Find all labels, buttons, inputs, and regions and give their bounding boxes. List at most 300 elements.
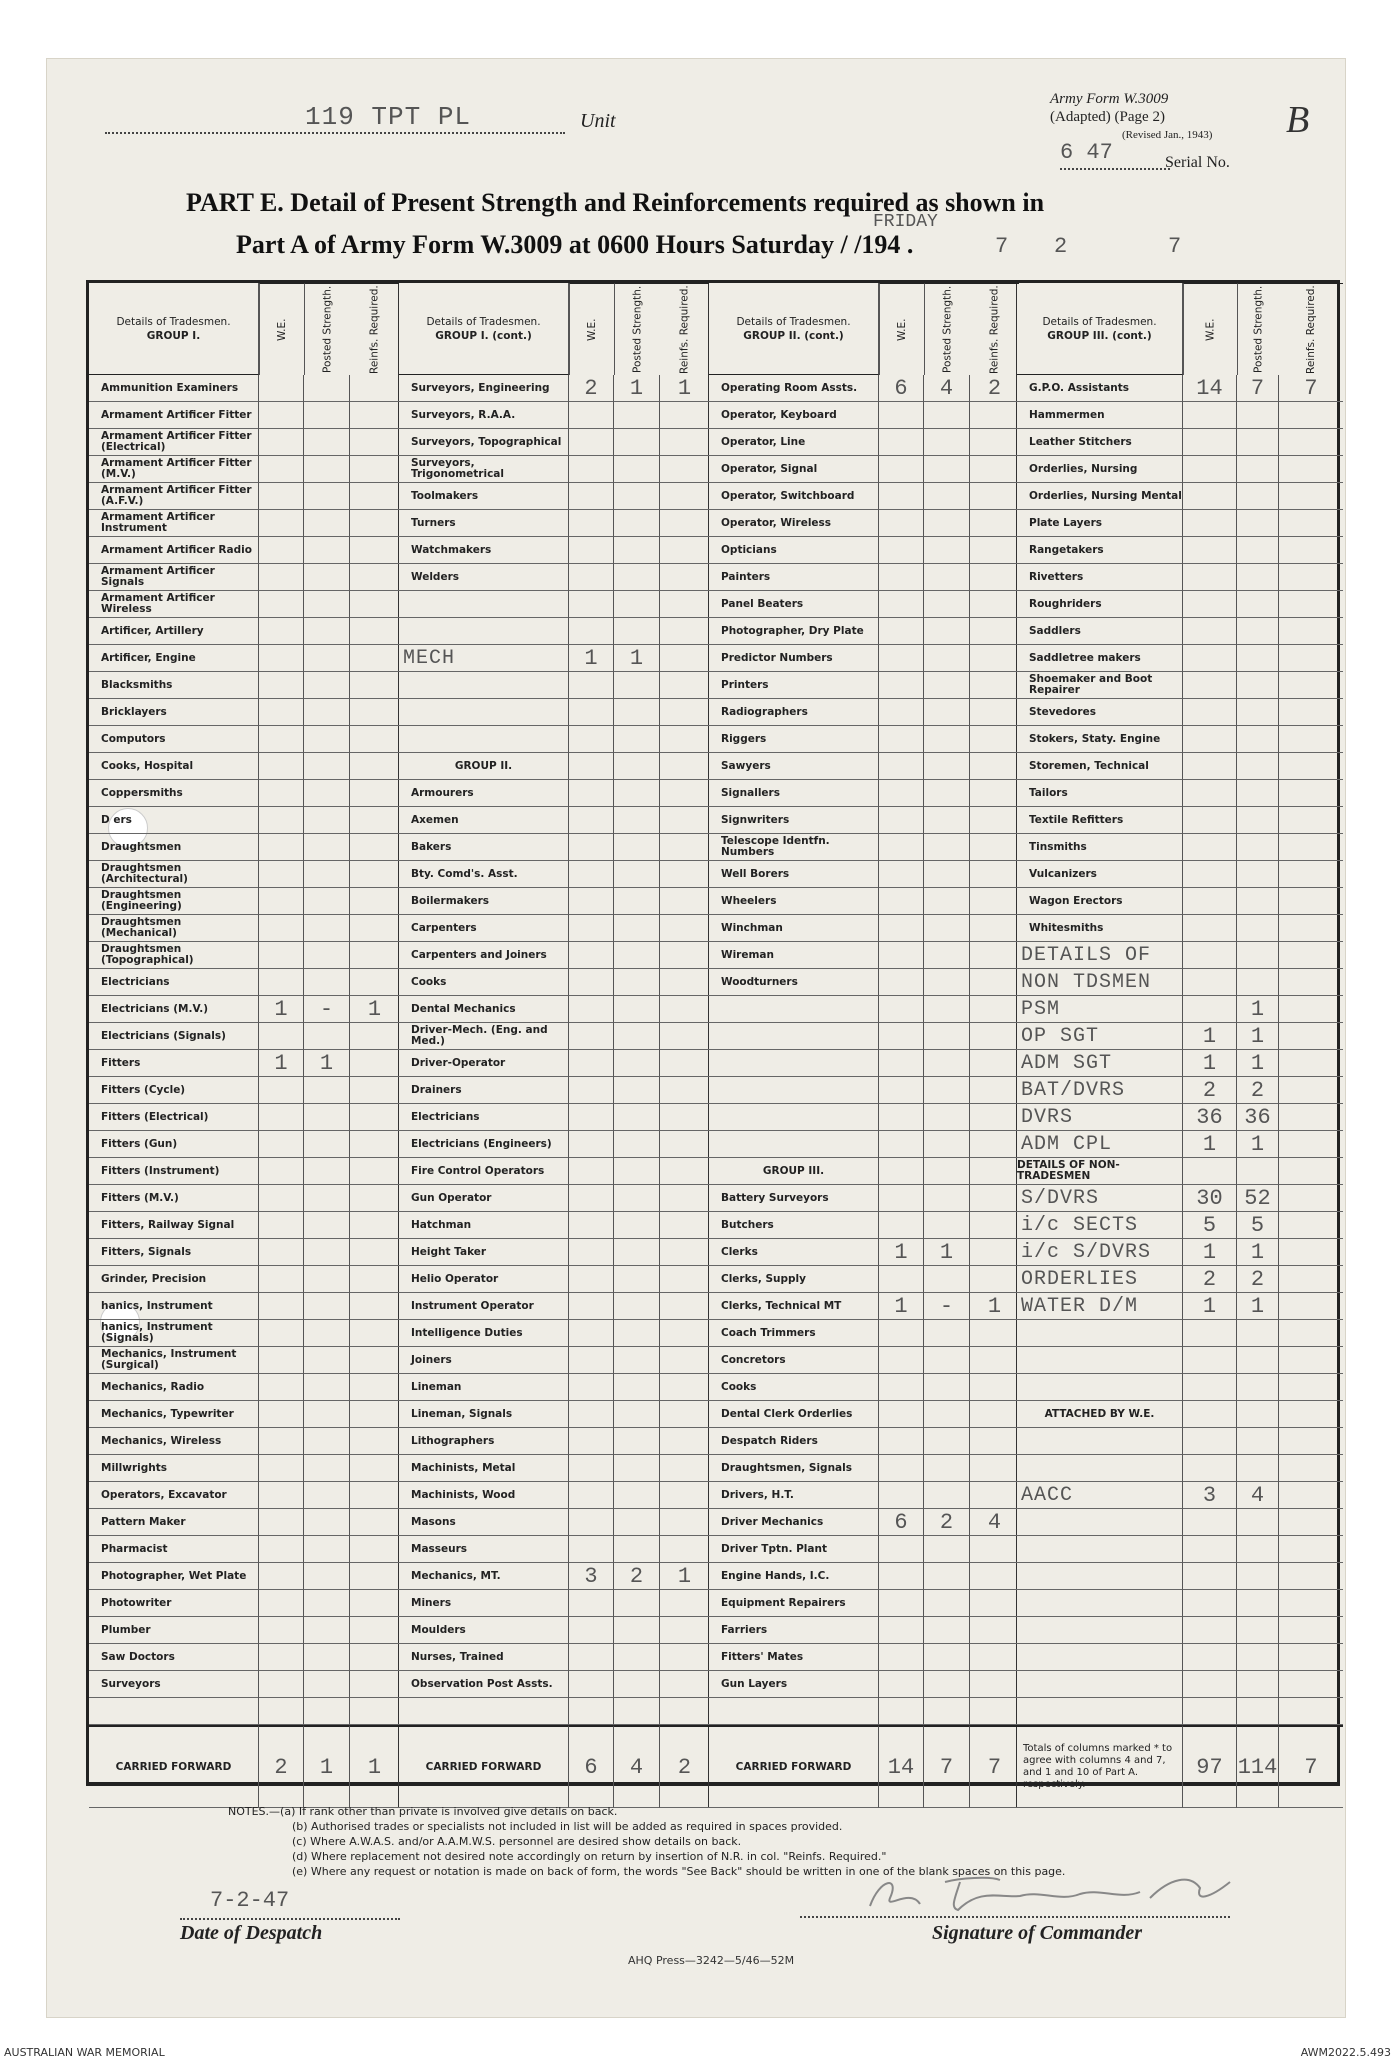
posted-value bbox=[1237, 1698, 1279, 1725]
posted-value: 1 bbox=[304, 1050, 350, 1077]
trade-name: Coach Trimmers bbox=[709, 1320, 879, 1347]
trade-name: Armourers bbox=[399, 780, 569, 807]
trade-name: Driver Mechanics bbox=[709, 1509, 879, 1536]
posted-value bbox=[1237, 1563, 1279, 1590]
trade-name bbox=[1017, 1590, 1183, 1617]
corner-mark: B bbox=[1286, 99, 1310, 141]
we-value bbox=[1183, 672, 1237, 699]
reinfs-value bbox=[350, 375, 399, 402]
reinfs-value bbox=[660, 1050, 709, 1077]
we-value bbox=[1183, 591, 1237, 618]
posted-value bbox=[1237, 564, 1279, 591]
reinfs-value bbox=[660, 672, 709, 699]
header-we: W.E. bbox=[1183, 283, 1237, 375]
trade-name: Drivers, H.T. bbox=[709, 1482, 879, 1509]
posted-value bbox=[924, 1536, 970, 1563]
posted-value: 36 bbox=[1237, 1104, 1279, 1131]
we-value: 14 bbox=[1183, 375, 1237, 402]
trade-name: DVRS bbox=[1017, 1104, 1183, 1131]
commander-signature bbox=[850, 1868, 1250, 1918]
trade-name: Height Taker bbox=[399, 1239, 569, 1266]
trade-name: Stokers, Staty. Engine bbox=[1017, 726, 1183, 753]
reinfs-value bbox=[1279, 888, 1343, 915]
we-value bbox=[259, 564, 304, 591]
posted-value bbox=[924, 483, 970, 510]
trade-name: Armament Artificer Fitter (M.V.) bbox=[89, 456, 259, 483]
reinfs-value bbox=[350, 807, 399, 834]
we-value bbox=[259, 1158, 304, 1185]
posted-value bbox=[924, 1401, 970, 1428]
trade-name: Driver-Operator bbox=[399, 1050, 569, 1077]
trade-name: Toolmakers bbox=[399, 483, 569, 510]
reinfs-value bbox=[970, 510, 1019, 537]
signature-label: Signature of Commander bbox=[932, 1922, 1143, 1944]
trade-name: Armament Artificer Fitter bbox=[89, 402, 259, 429]
we-value bbox=[259, 672, 304, 699]
posted-value bbox=[304, 1482, 350, 1509]
we-value bbox=[879, 1401, 924, 1428]
we-value bbox=[569, 1212, 614, 1239]
note-e: (e) Where any request or notation is made on back of form, the words "See Back" should be written in one of the blank spaces on this page. bbox=[292, 1865, 1066, 1878]
posted-value bbox=[614, 699, 660, 726]
trade-name: Radiographers bbox=[709, 699, 879, 726]
trade-name: Bty. Comd's. Asst. bbox=[399, 861, 569, 888]
reinfs-value bbox=[970, 1563, 1019, 1590]
posted-value bbox=[304, 537, 350, 564]
posted-value bbox=[614, 1131, 660, 1158]
trade-name: Helio Operator bbox=[399, 1266, 569, 1293]
posted-value bbox=[304, 456, 350, 483]
posted-value bbox=[924, 402, 970, 429]
we-value bbox=[879, 1590, 924, 1617]
trade-name: Computors bbox=[89, 726, 259, 753]
posted-value bbox=[924, 1077, 970, 1104]
posted-value bbox=[614, 1428, 660, 1455]
posted-value bbox=[924, 591, 970, 618]
reinfs-value bbox=[970, 429, 1019, 456]
reinfs-value bbox=[970, 969, 1019, 996]
trade-name: WATER D/M bbox=[1017, 1293, 1183, 1320]
reinfs-value bbox=[1279, 1536, 1343, 1563]
reinfs-value bbox=[660, 510, 709, 537]
we-value bbox=[1183, 1536, 1237, 1563]
trade-name: Draughtsmen bbox=[89, 834, 259, 861]
trade-name: Armament Artificer Signals bbox=[89, 564, 259, 591]
we-value: 1 bbox=[1183, 1023, 1237, 1050]
reinfs-value: 1 bbox=[970, 1293, 1019, 1320]
we-value: 2 bbox=[1183, 1266, 1237, 1293]
posted-value bbox=[304, 672, 350, 699]
trade-name bbox=[1017, 1671, 1183, 1698]
reinfs-value bbox=[660, 1401, 709, 1428]
trade-name: Predictor Numbers bbox=[709, 645, 879, 672]
trade-name: Plate Layers bbox=[1017, 510, 1183, 537]
trade-name bbox=[709, 1698, 879, 1725]
trade-name: Operators, Excavator bbox=[89, 1482, 259, 1509]
posted-value bbox=[614, 483, 660, 510]
trade-name: i/c SECTS bbox=[1017, 1212, 1183, 1239]
trade-name: Pattern Maker bbox=[89, 1509, 259, 1536]
header-group-label: GROUP I. bbox=[146, 329, 201, 342]
posted-value bbox=[1237, 1644, 1279, 1671]
trade-name: Shoemaker and Boot Repairer bbox=[1017, 672, 1183, 699]
reinfs-value bbox=[660, 1131, 709, 1158]
we-value bbox=[1183, 753, 1237, 780]
we-value bbox=[569, 1509, 614, 1536]
we-value bbox=[259, 1077, 304, 1104]
posted-value bbox=[614, 1023, 660, 1050]
reinfs-value bbox=[660, 753, 709, 780]
posted-value: 4 bbox=[924, 375, 970, 402]
posted-value: - bbox=[924, 1293, 970, 1320]
reinfs-value bbox=[660, 1158, 709, 1185]
trade-name: NON TDSMEN bbox=[1017, 969, 1183, 996]
trade-name: Electricians bbox=[89, 969, 259, 996]
we-value bbox=[879, 1482, 924, 1509]
we-value bbox=[259, 1482, 304, 1509]
reinfs-value bbox=[970, 1050, 1019, 1077]
reinfs-value bbox=[970, 780, 1019, 807]
reinfs-value bbox=[350, 1320, 399, 1347]
posted-value bbox=[1237, 942, 1279, 969]
we-value bbox=[259, 1374, 304, 1401]
reinfs-value bbox=[970, 402, 1019, 429]
trade-name bbox=[1017, 1374, 1183, 1401]
reinfs-value bbox=[1279, 483, 1343, 510]
we-value bbox=[879, 402, 924, 429]
posted-value bbox=[304, 591, 350, 618]
reinfs-value bbox=[970, 1644, 1019, 1671]
reinfs-value bbox=[660, 888, 709, 915]
posted-value bbox=[1237, 456, 1279, 483]
posted-value bbox=[924, 1266, 970, 1293]
trade-name: Rangetakers bbox=[1017, 537, 1183, 564]
trade-name: Armament Artificer Wireless bbox=[89, 591, 259, 618]
archive-credit: AUSTRALIAN WAR MEMORIAL bbox=[4, 2046, 165, 2059]
reinfs-value bbox=[350, 1104, 399, 1131]
we-value: 30 bbox=[1183, 1185, 1237, 1212]
header-we: W.E. bbox=[259, 283, 304, 375]
reinfs-value bbox=[350, 1536, 399, 1563]
we-value bbox=[879, 915, 924, 942]
reinfs-value bbox=[350, 834, 399, 861]
trade-name: Fitters (M.V.) bbox=[89, 1185, 259, 1212]
trade-name: Equipment Repairers bbox=[709, 1590, 879, 1617]
trade-name: Electricians (Signals) bbox=[89, 1023, 259, 1050]
we-value bbox=[879, 1536, 924, 1563]
reinfs-value bbox=[970, 1077, 1019, 1104]
carried-reinfs: 7 bbox=[1279, 1725, 1343, 1808]
trade-name: Mechanics, Radio bbox=[89, 1374, 259, 1401]
trade-name: Vulcanizers bbox=[1017, 861, 1183, 888]
header-details-label: Details of Tradesmen. bbox=[426, 315, 541, 328]
posted-value bbox=[304, 1428, 350, 1455]
header-posted: Posted Strength. bbox=[304, 283, 350, 375]
reinfs-value bbox=[660, 1266, 709, 1293]
carried-posted: 7 bbox=[924, 1725, 970, 1808]
reinfs-value bbox=[970, 726, 1019, 753]
we-value bbox=[259, 780, 304, 807]
reinfs-value bbox=[660, 1212, 709, 1239]
trade-name: DETAILS OF NON-TRADESMEN bbox=[1017, 1158, 1183, 1185]
trade-name: Panel Beaters bbox=[709, 591, 879, 618]
posted-value bbox=[304, 645, 350, 672]
trade-name: Well Borers bbox=[709, 861, 879, 888]
reinfs-value bbox=[660, 699, 709, 726]
reinfs-value bbox=[350, 537, 399, 564]
posted-value bbox=[1237, 429, 1279, 456]
reinfs-value bbox=[1279, 537, 1343, 564]
reinfs-value bbox=[660, 564, 709, 591]
posted-value bbox=[304, 1374, 350, 1401]
reinfs-value bbox=[350, 726, 399, 753]
reinfs-value bbox=[660, 780, 709, 807]
note-a: NOTES.—(a) If rank other than private is involved give details on back. bbox=[228, 1805, 618, 1818]
trade-name: Storemen, Technical bbox=[1017, 753, 1183, 780]
trade-name: Turners bbox=[399, 510, 569, 537]
posted-value bbox=[614, 1455, 660, 1482]
reinfs-value bbox=[1279, 1104, 1343, 1131]
we-value bbox=[259, 1104, 304, 1131]
reinfs-value bbox=[1279, 429, 1343, 456]
we-value bbox=[1183, 1401, 1237, 1428]
we-value bbox=[879, 1266, 924, 1293]
trade-name: Intelligence Duties bbox=[399, 1320, 569, 1347]
reinfs-value bbox=[1279, 1482, 1343, 1509]
we-value bbox=[259, 537, 304, 564]
reinfs-value bbox=[970, 1482, 1019, 1509]
posted-value bbox=[304, 1617, 350, 1644]
we-value bbox=[259, 1590, 304, 1617]
we-value: 1 bbox=[1183, 1131, 1237, 1158]
reinfs-value bbox=[970, 1401, 1019, 1428]
posted-value bbox=[304, 915, 350, 942]
we-value bbox=[259, 1185, 304, 1212]
reinfs-value: 1 bbox=[660, 1563, 709, 1590]
reinfs-value: 1 bbox=[660, 375, 709, 402]
posted-value bbox=[304, 1158, 350, 1185]
we-value bbox=[879, 510, 924, 537]
carried-reinfs: 2 bbox=[660, 1725, 709, 1808]
reinfs-value bbox=[1279, 456, 1343, 483]
header-details-label: Details of Tradesmen. bbox=[736, 315, 851, 328]
trade-name: Joiners bbox=[399, 1347, 569, 1374]
posted-value bbox=[614, 780, 660, 807]
posted-value: 1 bbox=[1237, 1131, 1279, 1158]
we-value: 2 bbox=[569, 375, 614, 402]
trade-name: Blacksmiths bbox=[89, 672, 259, 699]
posted-value: 1 bbox=[924, 1239, 970, 1266]
trade-name: Miners bbox=[399, 1590, 569, 1617]
header-group-label: GROUP III. (cont.) bbox=[1047, 329, 1152, 342]
header-details bbox=[399, 283, 569, 375]
reinfs-value bbox=[1279, 1212, 1343, 1239]
signature-dotted-line bbox=[800, 1916, 1230, 1918]
we-value bbox=[879, 1563, 924, 1590]
we-value bbox=[879, 672, 924, 699]
trade-name: Armament Artificer Fitter (A.F.V.) bbox=[89, 483, 259, 510]
posted-value bbox=[614, 537, 660, 564]
header-reinfs: Reinfs. Required. bbox=[970, 283, 1019, 375]
reinfs-value bbox=[350, 1293, 399, 1320]
posted-value bbox=[1237, 1509, 1279, 1536]
trade-name bbox=[399, 618, 569, 645]
reinfs-value bbox=[350, 1131, 399, 1158]
we-value bbox=[879, 1050, 924, 1077]
trade-name: Bakers bbox=[399, 834, 569, 861]
posted-value bbox=[1237, 1536, 1279, 1563]
we-value bbox=[569, 672, 614, 699]
header-details bbox=[709, 283, 879, 375]
posted-value bbox=[614, 564, 660, 591]
we-value bbox=[569, 1482, 614, 1509]
posted-value bbox=[614, 429, 660, 456]
we-value: 1 bbox=[1183, 1293, 1237, 1320]
reinfs-value bbox=[660, 1698, 709, 1725]
trade-name: Armament Artificer Instrument bbox=[89, 510, 259, 537]
reinfs-value bbox=[350, 1347, 399, 1374]
posted-value bbox=[304, 1077, 350, 1104]
posted-value bbox=[924, 1698, 970, 1725]
reinfs-value bbox=[970, 1131, 1019, 1158]
posted-value bbox=[614, 1509, 660, 1536]
trade-name: Farriers bbox=[709, 1617, 879, 1644]
we-value bbox=[879, 564, 924, 591]
we-value bbox=[569, 402, 614, 429]
trade-name: Drainers bbox=[399, 1077, 569, 1104]
reinfs-value bbox=[970, 564, 1019, 591]
reinfs-value bbox=[1279, 1239, 1343, 1266]
trade-name bbox=[399, 1698, 569, 1725]
reinfs-value bbox=[970, 807, 1019, 834]
we-value bbox=[259, 1023, 304, 1050]
trade-name: Clerks, Technical MT bbox=[709, 1293, 879, 1320]
we-value bbox=[569, 1266, 614, 1293]
we-value bbox=[569, 861, 614, 888]
we-value bbox=[1183, 1671, 1237, 1698]
we-value bbox=[259, 807, 304, 834]
trade-name: BAT/DVRS bbox=[1017, 1077, 1183, 1104]
reinfs-value bbox=[660, 969, 709, 996]
header-posted: Posted Strength. bbox=[614, 283, 660, 375]
title-line-2: Part A of Army Form W.3009 at 0600 Hours Saturday / /194 . bbox=[236, 230, 914, 259]
reinfs-value bbox=[970, 1698, 1019, 1725]
trade-name: Wheelers bbox=[709, 888, 879, 915]
posted-value bbox=[304, 1347, 350, 1374]
trade-name: Textile Refitters bbox=[1017, 807, 1183, 834]
posted-value bbox=[924, 834, 970, 861]
form-identifier bbox=[1050, 90, 1270, 144]
reinfs-value bbox=[970, 1455, 1019, 1482]
we-value bbox=[569, 1644, 614, 1671]
trade-name: MECH bbox=[399, 645, 569, 672]
posted-value bbox=[1237, 1347, 1279, 1374]
title-line-1: PART E. Detail of Present Strength and Reinforcements required as shown in bbox=[186, 188, 1045, 217]
reinfs-value bbox=[970, 1428, 1019, 1455]
trade-name bbox=[399, 591, 569, 618]
reinfs-value bbox=[1279, 1023, 1343, 1050]
we-value bbox=[569, 1023, 614, 1050]
carried-we: 6 bbox=[569, 1725, 614, 1808]
posted-value bbox=[614, 1671, 660, 1698]
reinfs-value bbox=[970, 942, 1019, 969]
posted-value bbox=[304, 861, 350, 888]
posted-value: 2 bbox=[614, 1563, 660, 1590]
section-group-2-cont bbox=[709, 283, 1017, 1808]
trade-name: AACC bbox=[1017, 1482, 1183, 1509]
reinfs-value bbox=[970, 1347, 1019, 1374]
reinfs-value bbox=[1279, 1509, 1343, 1536]
reinfs-value bbox=[1279, 807, 1343, 834]
reinfs-value bbox=[660, 456, 709, 483]
posted-value bbox=[614, 996, 660, 1023]
posted-value bbox=[614, 888, 660, 915]
trade-name: Fitters, Signals bbox=[89, 1239, 259, 1266]
posted-value bbox=[614, 1347, 660, 1374]
we-value bbox=[259, 1563, 304, 1590]
trade-name: Lineman bbox=[399, 1374, 569, 1401]
posted-value bbox=[924, 1590, 970, 1617]
posted-value bbox=[304, 1698, 350, 1725]
trade-name: Lineman, Signals bbox=[399, 1401, 569, 1428]
trade-name: Observation Post Assts. bbox=[399, 1671, 569, 1698]
trade-name: Riggers bbox=[709, 726, 879, 753]
we-value bbox=[259, 699, 304, 726]
trade-name bbox=[709, 1104, 879, 1131]
reinfs-value bbox=[970, 618, 1019, 645]
reinfs-value bbox=[350, 1590, 399, 1617]
reinfs-value bbox=[1279, 591, 1343, 618]
posted-value bbox=[924, 1320, 970, 1347]
we-value bbox=[569, 537, 614, 564]
we-value: 6 bbox=[879, 1509, 924, 1536]
posted-value bbox=[614, 861, 660, 888]
trade-name: Surveyors, Trigonometrical bbox=[399, 456, 569, 483]
trade-name: Lithographers bbox=[399, 1428, 569, 1455]
trade-name: Artificer, Artillery bbox=[89, 618, 259, 645]
trade-name bbox=[1017, 1617, 1183, 1644]
trade-name: ORDERLIES bbox=[1017, 1266, 1183, 1293]
we-value bbox=[1183, 1590, 1237, 1617]
trade-name: Draughtsmen (Mechanical) bbox=[89, 915, 259, 942]
trade-name: Tailors bbox=[1017, 780, 1183, 807]
reinfs-value bbox=[970, 888, 1019, 915]
we-value bbox=[569, 510, 614, 537]
we-value: 3 bbox=[1183, 1482, 1237, 1509]
reinfs-value bbox=[660, 726, 709, 753]
reinfs-value bbox=[350, 1023, 399, 1050]
we-value bbox=[259, 1536, 304, 1563]
press-mark: AHQ Press—3242—5/46—52M bbox=[628, 1954, 795, 1967]
posted-value bbox=[304, 1563, 350, 1590]
posted-value bbox=[1237, 645, 1279, 672]
we-value bbox=[879, 726, 924, 753]
posted-value bbox=[304, 1023, 350, 1050]
trade-name: Dental Clerk Orderlies bbox=[709, 1401, 879, 1428]
posted-value bbox=[1237, 969, 1279, 996]
we-value bbox=[1183, 564, 1237, 591]
posted-value bbox=[924, 1617, 970, 1644]
header-posted: Posted Strength. bbox=[1237, 283, 1279, 375]
reinfs-value bbox=[1279, 1077, 1343, 1104]
we-value bbox=[569, 1293, 614, 1320]
trade-name: Dental Mechanics bbox=[399, 996, 569, 1023]
strength-table bbox=[86, 280, 1340, 1790]
we-value bbox=[879, 537, 924, 564]
posted-value bbox=[1237, 1158, 1279, 1185]
trade-name: Axemen bbox=[399, 807, 569, 834]
despatch-date: 7-2-47 bbox=[210, 1888, 290, 1913]
